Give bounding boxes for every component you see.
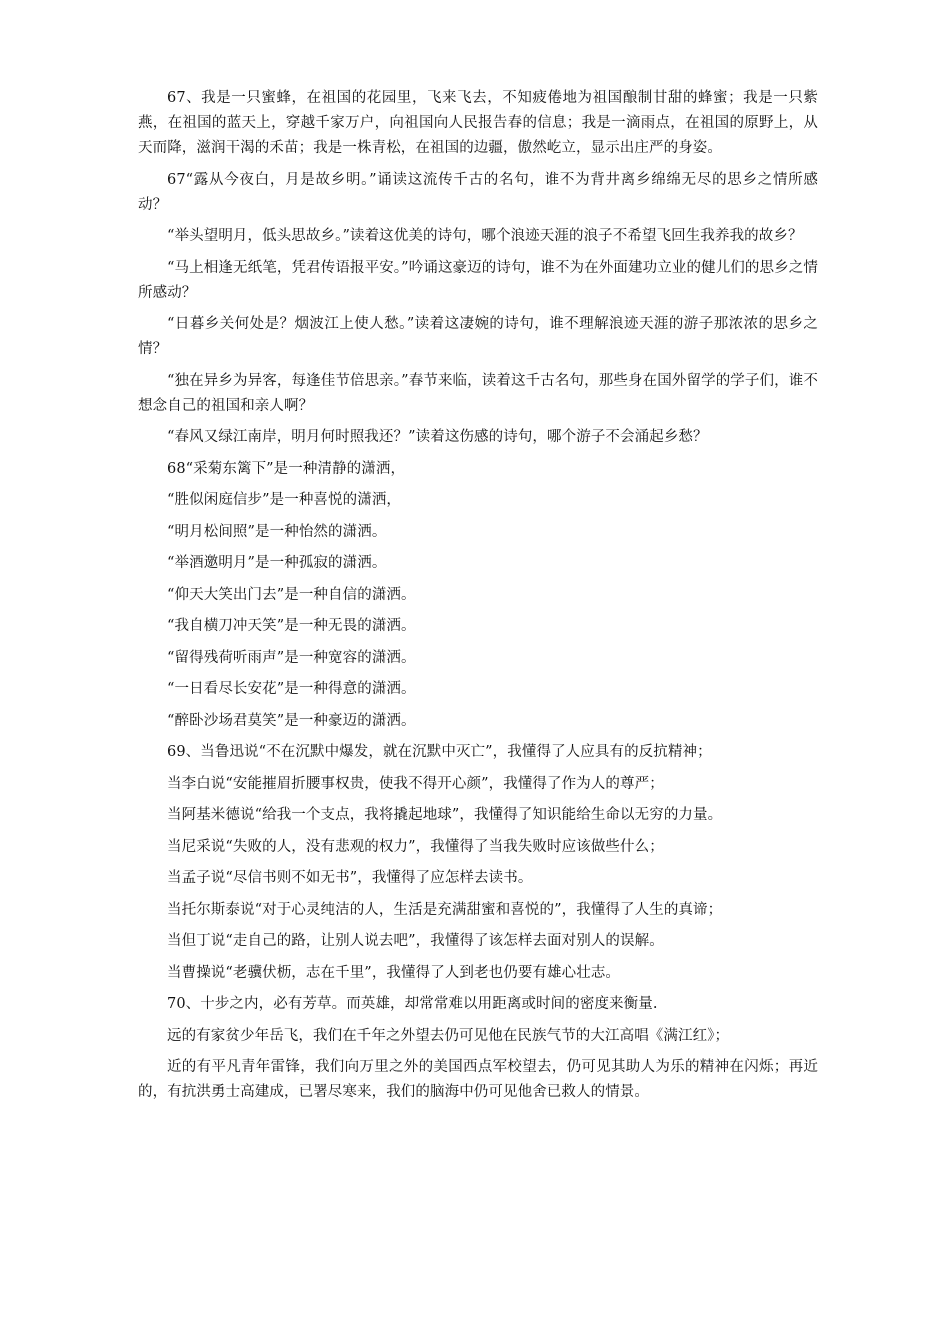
paragraph-alone-foreign-land: “独在异乡为异客，每逢佳节倍思亲。”春节来临，读着这千古名句，那些身在国外留学的学子们，谁不想念自己的祖国和亲人啊？ [138, 372, 818, 414]
paragraph-moon-pines: “明月松间照”是一种怡然的潇洒。 [167, 523, 387, 540]
paragraph-meet-on-horse: “马上相逢无纸笔，凭君传语报平安。”吟诵这豪迈的诗句，谁不为在外面建功立业的健儿们的思乡之情所感动？ [138, 259, 818, 301]
paragraph-leisurely-stroll: “胜似闲庭信步”是一种喜悦的潇洒， [167, 492, 402, 508]
paragraph-caocao: 当曹操说“老骥伏枥，志在千里”，我懂得了人到老也仍要有雄心壮志。 [167, 964, 621, 981]
paragraph-tolstoy: 当托尔斯泰说“对于心灵纯洁的人，生活是充满甜蜜和喜悦的”，我懂得了人生的真谛； [167, 901, 723, 918]
paragraph-sword-laugh: “我自横刀冲天笑”是一种无畏的潇洒。 [167, 618, 416, 634]
paragraph-leifeng: 近的有平凡青年雷锋，我们向万里之外的美国西点军校望去，仍可见其助人为乐的精神在闪烁；再近的，有抗洪勇士高建成，已署尽寒来，我们的脑海中仍可见他舍已救人的情景。 [138, 1059, 818, 1100]
paragraph-raise-wine: “举酒邀明月”是一种孤寂的潇洒。 [167, 555, 387, 571]
paragraph-lotus-rain: “留得残荷听雨声”是一种宽容的潇洒。 [167, 649, 416, 666]
paragraph-69-luxun: 69、当鲁迅说“不在沉默中爆发，就在沉默中灭亡”，我懂得了人应具有的反抗精神； [167, 744, 712, 760]
paragraph-look-up-moon: “举头望明月，低头思故乡。”读着这优美的诗句，哪个浪迹天涯的浪子不希望飞回生我养我的故乡？ [167, 228, 803, 244]
document-page [138, 86, 818, 1112]
paragraph-battlefield: “醉卧沙场君莫笑”是一种豪迈的潇洒。 [167, 712, 416, 729]
paragraph-nietzsche: 当尼采说“失败的人，没有悲观的权力”，我懂得了当我失败时应该做些什么； [167, 838, 664, 855]
paragraph-changan-flowers: “一日看尽长安花”是一种得意的潇洒。 [167, 681, 416, 697]
paragraph-67-bee: 67、我是一只蜜蜂，在祖国的花园里，飞来飞去，不知疲倦地为祖国酿制甘甜的蜂蜜；我是一只紫燕，在祖国的蓝天上，穿越千家万户，向祖国向人民报告春的信息；我是一滴雨点，在祖国的原野上，从天而降，滋润干渴的禾苗；我是一株青松，在祖国的边疆，傲然屹立，显示出庄严的身姿。 [138, 90, 818, 156]
paragraph-dante: 当但丁说“走自己的路，让别人说去吧”，我懂得了该怎样去面对别人的误解。 [167, 933, 664, 949]
paragraph-68-chrysanthemum: 68“采菊东篱下”是一种清静的潇洒， [167, 460, 406, 477]
paragraph-mencius: 当孟子说“尽信书则不如无书”，我懂得了应怎样去读书。 [167, 870, 533, 886]
paragraph-libai: 当李白说“安能摧眉折腰事权贵，使我不得开心颜”，我懂得了作为人的尊严； [167, 775, 664, 792]
paragraph-yuefei: 远的有家贫少年岳飞，我们在千年之外望去仍可见他在民族气节的大江高唱《满江红》； [167, 1027, 730, 1044]
paragraph-dusk-hometown: “日暮乡关何处是？烟波江上使人愁。”读着这凄婉的诗句，谁不理解浪迹天涯的游子那浓浓的思乡之情？ [138, 316, 818, 357]
paragraph-laugh-out-door: “仰天大笑出门去”是一种自信的潇洒。 [167, 586, 416, 603]
paragraph-spring-wind: “春风又绿江南岸，明月何时照我还？”读着这伤感的诗句，哪个游子不会涌起乡愁？ [167, 429, 708, 445]
paragraph-70-fragrant-grass: 70、十步之内，必有芳草。而英雄，却常常难以用距离或时间的密度来衡量. [167, 996, 658, 1012]
paragraph-67-moon-hometown: 67“露从今夜白，月是故乡明。”诵读这流传千古的名句，谁不为背井离乡绵绵无尽的思乡之情所感动？ [138, 171, 818, 213]
paragraph-archimedes: 当阿基米德说“给我一个支点，我将撬起地球”，我懂得了知识能给生命以无穷的力量。 [167, 807, 723, 823]
